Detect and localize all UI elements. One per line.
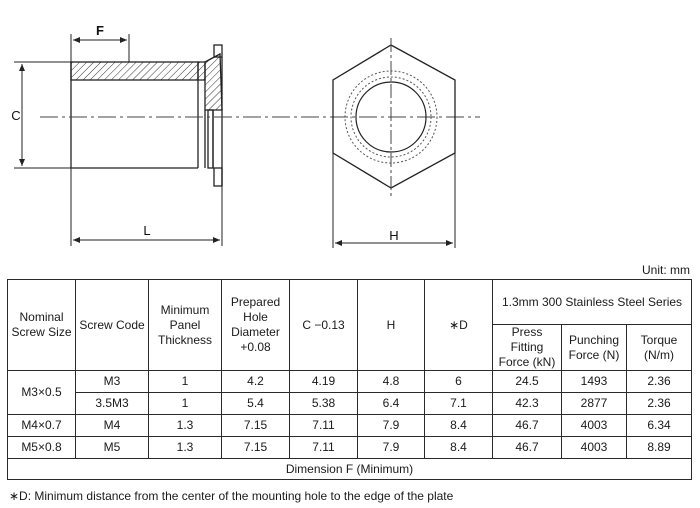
- cell-panel: 1: [149, 393, 222, 415]
- cell-punch: 4003: [562, 415, 627, 437]
- cell-torque: 6.34: [627, 415, 692, 437]
- cell-c: 4.19: [290, 371, 358, 393]
- cell-code: M5: [76, 437, 149, 459]
- spec-table: [7, 279, 692, 480]
- footnote: ∗D: Minimum distance from the center of the mounting hole to the edge of the plate: [9, 489, 454, 503]
- cell-c: 7.11: [290, 437, 358, 459]
- cell-hole: 5.4: [222, 393, 290, 415]
- cell-nominal: M5×0.8: [8, 437, 76, 459]
- cell-h: 7.9: [358, 437, 425, 459]
- cell-press: 46.7: [493, 437, 562, 459]
- cell-hole: 4.2: [222, 371, 290, 393]
- dim-c-label: C: [11, 108, 21, 123]
- table-row: [8, 437, 692, 459]
- cell-d: 8.4: [425, 415, 493, 437]
- cell-torque: 2.36: [627, 393, 692, 415]
- cell-hole: 7.15: [222, 437, 290, 459]
- cell-panel: 1.3: [149, 437, 222, 459]
- cell-punch: 2877: [562, 393, 627, 415]
- cell-hole: 7.15: [222, 415, 290, 437]
- dim-f: [71, 34, 129, 62]
- cell-h: 4.8: [358, 371, 425, 393]
- table-row: [8, 393, 692, 415]
- header-c: C −0.13: [290, 280, 358, 371]
- dim-c: [14, 62, 71, 168]
- cell-code: 3.5M3: [76, 393, 149, 415]
- table-footer: Dimension F (Minimum): [8, 459, 692, 480]
- header-series: 1.3mm 300 Stainless Steel Series: [493, 280, 692, 325]
- cell-torque: 8.89: [627, 437, 692, 459]
- table-row: [8, 371, 692, 393]
- header-torque: Torque (N/m): [627, 325, 692, 371]
- cell-nominal: M3×0.5: [8, 371, 76, 415]
- cell-punch: 1493: [562, 371, 627, 393]
- cell-press: 42.3: [493, 393, 562, 415]
- unit-label: Unit: mm: [642, 263, 690, 277]
- header-punch: Punching Force (N): [562, 325, 627, 371]
- cell-code: M4: [76, 415, 149, 437]
- hex-view: [333, 38, 455, 198]
- cell-press: 46.7: [493, 415, 562, 437]
- header-hole: Prepared Hole Diameter +0.08: [222, 280, 290, 371]
- cell-panel: 1: [149, 371, 222, 393]
- cell-code: M3: [76, 371, 149, 393]
- header-min-panel: Minimum Panel Thickness: [149, 280, 222, 371]
- cell-d: 6: [425, 371, 493, 393]
- cell-d: 7.1: [425, 393, 493, 415]
- cell-c: 5.38: [290, 393, 358, 415]
- cell-torque: 2.36: [627, 371, 692, 393]
- dim-f-label: F: [96, 23, 104, 38]
- header-nominal: Nominal Screw Size: [8, 280, 76, 371]
- table-row: [8, 415, 692, 437]
- dim-h-label: H: [389, 228, 399, 243]
- cell-panel: 1.3: [149, 415, 222, 437]
- dim-l-label: L: [143, 223, 151, 238]
- cell-nominal: M4×0.7: [8, 415, 76, 437]
- header-code: Screw Code: [76, 280, 149, 371]
- cell-h: 6.4: [358, 393, 425, 415]
- header-h: H: [358, 280, 425, 371]
- header-press: Press Fitting Force (kN): [493, 325, 562, 371]
- header-d: ∗D: [425, 280, 493, 371]
- cell-d: 8.4: [425, 437, 493, 459]
- cell-punch: 4003: [562, 437, 627, 459]
- side-view: [71, 45, 222, 186]
- cell-h: 7.9: [358, 415, 425, 437]
- cell-c: 7.11: [290, 415, 358, 437]
- cell-press: 24.5: [493, 371, 562, 393]
